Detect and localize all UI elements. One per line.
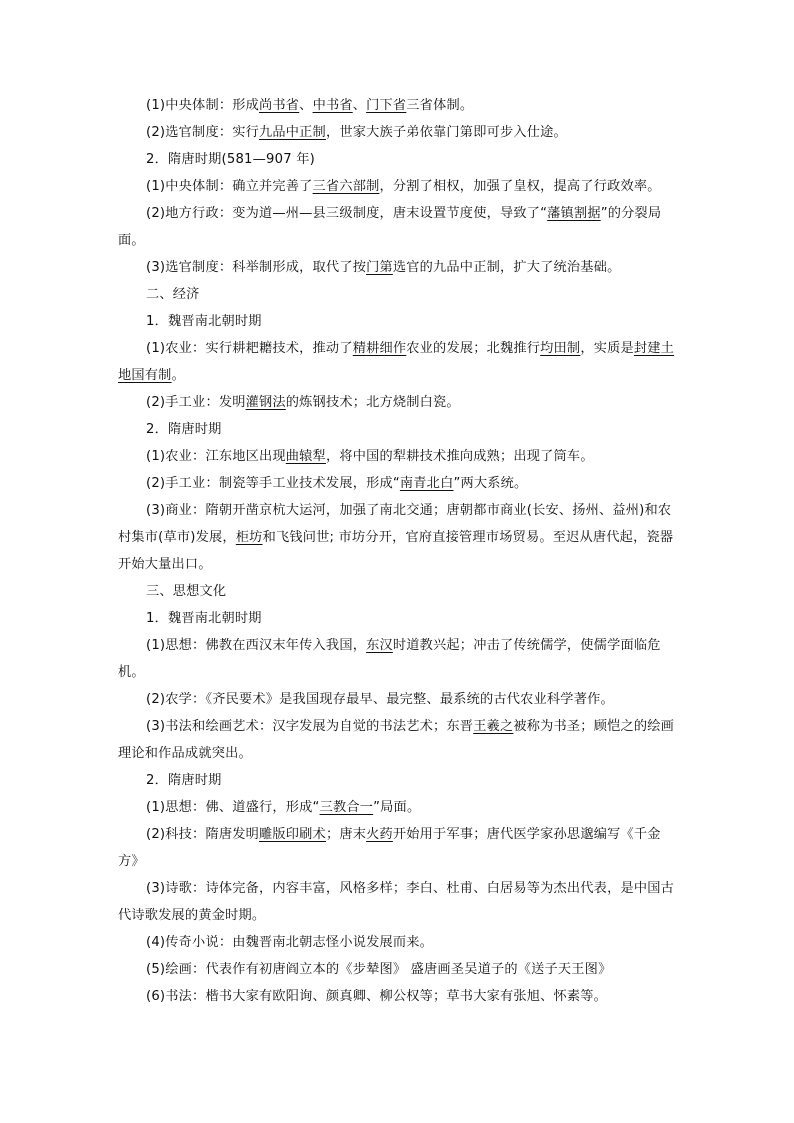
text-run: (1)农业：江东地区出现 <box>146 449 286 464</box>
text-run: (2)农学：《齐民要术》是我国现存最早、最完整、最系统的古代农业科学著作。 <box>146 692 614 707</box>
section-heading <box>118 281 678 308</box>
subheading <box>118 605 678 632</box>
subheading <box>118 308 678 335</box>
subheading <box>118 146 678 173</box>
section-heading <box>118 578 678 605</box>
list-item <box>118 443 678 470</box>
keyword-underlined: 封建土地国有制 <box>118 341 675 383</box>
list-item <box>118 200 678 254</box>
text-run: 2．隋唐时期 <box>146 773 222 788</box>
list-item <box>118 875 678 929</box>
list-item <box>118 173 678 200</box>
document-page <box>118 92 678 1010</box>
text-run: (1)思想：佛教在西汉末年传入我国， <box>146 638 367 653</box>
list-item <box>118 632 678 686</box>
keyword-underlined: 精耕细作 <box>352 341 407 356</box>
text-run: ；唐末 <box>325 827 367 842</box>
text-run: 2．隋唐时期(581—907 年) <box>146 152 315 167</box>
text-run: (2)地方行政：变为道—州—县三级制度，唐末设置节度使，导致了“ <box>146 206 548 221</box>
text-run: 2．隋唐时期 <box>146 422 222 437</box>
list-item <box>118 821 678 875</box>
keyword-underlined: 门第 <box>366 260 393 275</box>
list-item <box>118 119 678 146</box>
keyword-underlined: 三教合一 <box>319 800 374 815</box>
list-item <box>118 713 678 767</box>
list-item <box>118 983 678 1010</box>
list-item <box>118 497 678 578</box>
keyword-underlined: 柜坊 <box>235 530 263 545</box>
keyword-underlined: 均田制 <box>540 341 581 356</box>
text-run: 、 <box>299 98 313 113</box>
text-run: (1)思想：佛、道盛行，形成“ <box>146 800 320 815</box>
text-run: (2)选官制度：实行 <box>146 125 259 140</box>
subheading <box>118 416 678 443</box>
keyword-underlined: 中书省 <box>312 98 353 113</box>
text-run: 农业的发展；北魏推行 <box>406 341 541 356</box>
text-run: (2)手工业：制瓷等手工业技术发展，形成“ <box>146 476 400 491</box>
list-item <box>118 470 678 497</box>
keyword-underlined: 藩镇割据 <box>547 206 601 221</box>
list-item <box>118 686 678 713</box>
text-run: 1．魏晋南北朝时期 <box>146 611 262 626</box>
list-item <box>118 389 678 416</box>
text-run: 被称为书圣；顾恺之的绘画理论和作品成就突出。 <box>118 719 675 761</box>
keyword-underlined: 雕版印刷术 <box>259 827 326 842</box>
keyword-underlined: 九品中正制 <box>259 125 326 140</box>
text-run: (1)中央体制：确立并完善了 <box>146 179 313 194</box>
keyword-underlined: 尚书省 <box>259 98 300 113</box>
text-run: (2)手工业：发明 <box>146 395 246 410</box>
keyword-underlined: 南青北白 <box>399 476 454 491</box>
text-run: 和飞钱问世; 市坊分开，官府直接管理市场贸易。至迟从唐代起，瓷器开始大量出口。 <box>118 530 674 572</box>
subheading <box>118 767 678 794</box>
text-run: (4)传奇小说：由魏晋南北朝志怪小说发展而来。 <box>146 935 434 950</box>
list-item <box>118 956 678 983</box>
text-run: (5)绘画：代表作有初唐阎立本的《步辇图》 盛唐画圣吴道子的《送子天王图》 <box>146 962 612 977</box>
text-run: (3)书法和绘画艺术：汉字发展为自觉的书法艺术；东晋 <box>146 719 474 734</box>
text-run: 、 <box>352 98 367 113</box>
text-run: 三省体制。 <box>406 98 474 113</box>
text-run: (1)农业：实行耕耙耱技术，推动了 <box>146 341 353 356</box>
keyword-underlined: 三省六部制 <box>312 179 380 194</box>
text-run: ”两大系统。 <box>453 476 528 491</box>
text-run: 三、思想文化 <box>146 584 227 599</box>
keyword-underlined: 王羲之 <box>473 719 514 734</box>
text-run: ，将中国的犁耕技术推向成熟；出现了筒车。 <box>325 449 594 464</box>
list-item <box>118 254 678 281</box>
text-run: ”的分裂局面。 <box>118 206 662 248</box>
text-run: 的炼钢技术；北方烧制白瓷。 <box>285 395 460 410</box>
text-run: (3)商业：隋朝开凿京杭大运河，加强了南北交通；唐朝都市商业(长安、扬州、益州)和农村集市(草市)发展， <box>118 503 672 545</box>
text-run: 。 <box>171 368 185 383</box>
text-run: (3)选官制度：科举制形成，取代了按 <box>146 260 367 275</box>
text-run: (2)科技：隋唐发明 <box>146 827 259 842</box>
list-item <box>118 929 678 956</box>
list-item <box>118 794 678 821</box>
text-run: (6)书法：楷书大家有欧阳询、颜真卿、柳公权等；草书大家有张旭、怀素等。 <box>146 989 608 1004</box>
text-run: 1．魏晋南北朝时期 <box>146 314 262 329</box>
text-run: 时道教兴起；冲击了传统儒学，使儒学面临危机。 <box>118 638 661 680</box>
keyword-underlined: 灌钢法 <box>245 395 286 410</box>
text-run: (1)中央体制：形成 <box>146 98 259 113</box>
text-run: (3)诗歌：诗体完备，内容丰富，风格多样；李白、杜甫、白居易等为杰出代表，是中国古代诗歌发展的黄金时期。 <box>118 881 675 923</box>
text-run: ，世家大族子弟依靠门第即可步入仕途。 <box>325 125 567 140</box>
text-run: ”局面。 <box>373 800 421 815</box>
keyword-underlined: 火药 <box>366 827 393 842</box>
keyword-underlined: 东汉 <box>366 638 393 653</box>
keyword-underlined: 门下省 <box>366 98 407 113</box>
text-run: ，分割了相权，加强了皇权，提高了行政效率。 <box>379 179 661 194</box>
list-item <box>118 335 678 389</box>
text-run: ，实质是 <box>580 341 634 356</box>
text-run: 选官的九品中正制，扩大了统治基础。 <box>392 260 621 275</box>
keyword-underlined: 曲辕犁 <box>285 449 326 464</box>
list-item <box>118 92 678 119</box>
text-run: 二、经济 <box>146 287 200 302</box>
text-run: 开始用于军事；唐代医学家孙思邈编写《千金方》 <box>118 827 661 869</box>
document-content <box>118 92 678 1010</box>
